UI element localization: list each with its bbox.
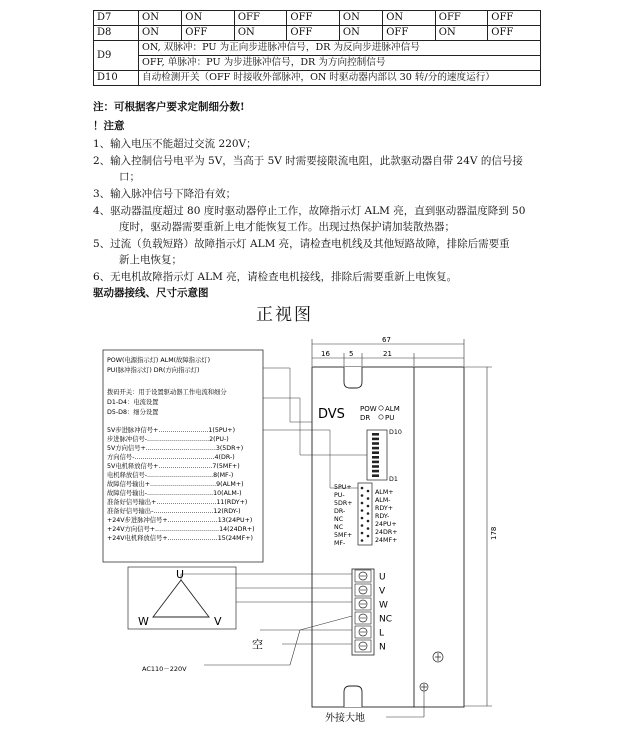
notice-heading: ！注意 bbox=[93, 120, 125, 132]
table-cell: OFF, 单脉冲：PU 为步进脉冲信号，DR 为方向控制信号 bbox=[139, 56, 541, 71]
table-cell: OFF bbox=[488, 26, 541, 41]
dim-mid: 5 bbox=[349, 350, 354, 358]
table-cell: ON bbox=[339, 26, 382, 41]
connector-pin bbox=[367, 535, 370, 538]
table-cell: OFF bbox=[383, 26, 436, 41]
table-row bbox=[94, 41, 541, 56]
dip-switch-lever bbox=[372, 438, 379, 441]
connector-pin bbox=[367, 512, 370, 515]
table-cell: D7 bbox=[94, 11, 139, 26]
table-cell: OFF bbox=[287, 26, 340, 41]
connector-pin bbox=[361, 502, 364, 505]
motor-winding-icon bbox=[153, 580, 209, 617]
note-item: 3、输入脉冲信号下降沿有效； bbox=[93, 188, 237, 200]
note-item: 1、输入电压不能超过交流 220V； bbox=[93, 138, 257, 150]
section-heading: 驱动器接线、尺寸示意图 bbox=[93, 287, 209, 299]
signal-line: 方向信号-........................................4(DR-) bbox=[107, 454, 235, 461]
signal-line: +24V步进脉冲信号+.........................13(24PU+) bbox=[107, 517, 253, 524]
connector-left-label: NC bbox=[334, 516, 344, 523]
connector-pin bbox=[361, 539, 364, 542]
connector-right-label: ALM+ bbox=[375, 489, 394, 496]
signal-line: 5V步进脉冲信号+.........................1(5PU+) bbox=[107, 427, 236, 434]
led-alm-label: ALM bbox=[385, 405, 400, 413]
terminal-label: W bbox=[379, 600, 388, 611]
connector-pin bbox=[361, 517, 364, 520]
table-cell: 自动检测开关（OFF 时接收外部脉冲，ON 时驱动器内部以 30 转/分的速度运行） bbox=[139, 71, 541, 86]
connector-left-label: DR- bbox=[334, 508, 346, 515]
terminal-label: U bbox=[379, 572, 386, 583]
table-cell: OFF bbox=[234, 11, 287, 26]
connector-left-label: 5MF+ bbox=[334, 532, 353, 539]
table-cell: D8 bbox=[94, 26, 139, 41]
dip-switch-lever bbox=[372, 456, 379, 459]
connector-right-label: ALM- bbox=[375, 497, 391, 504]
dip-d1-label: D1 bbox=[389, 476, 398, 483]
ground-label: 外接大地 bbox=[325, 713, 365, 724]
dip-switch-lever bbox=[372, 451, 379, 454]
motor-u-label: U bbox=[176, 568, 185, 581]
note-item: 4、驱动器温度超过 80 度时驱动器停止工作，故障指示灯 ALM 亮，直到驱动器温度降到 50 bbox=[93, 205, 526, 217]
signal-line: 故障信号输出+.................................9(ALM+) bbox=[107, 481, 244, 488]
signal-line: +24V电机释放信号+.........................15(24MF+) bbox=[107, 535, 253, 542]
legend-dip-line1: 拨码开关：用于设置驱动器工作电流和细分 bbox=[107, 389, 227, 396]
terminal-label: N bbox=[379, 642, 386, 653]
connector-left-label: NC bbox=[334, 524, 344, 531]
terminal-label: NC bbox=[379, 614, 393, 625]
dim-total: 67 bbox=[382, 336, 391, 344]
front-view-title: 正视图 bbox=[256, 305, 313, 325]
device-name: DVS bbox=[318, 407, 345, 422]
remark-text: 注：可根据客户要求定制细分数! bbox=[93, 101, 245, 113]
dip-switch-lever bbox=[372, 465, 379, 468]
note-item: 度时，驱动器需要重新上电才能恢复工作。出现过热保护请加装散热器； bbox=[119, 221, 455, 233]
connector-pin bbox=[367, 490, 370, 493]
legend-dip-line2: D1-D4：电流设置 bbox=[107, 399, 159, 406]
table-cell: ON bbox=[139, 26, 182, 41]
led-pow-label: POW bbox=[360, 405, 377, 413]
signal-line: 电机释放信号-.................................8(MF-) bbox=[107, 472, 234, 479]
connector-right-label: RDY- bbox=[375, 513, 390, 520]
table-cell: OFF bbox=[287, 11, 340, 26]
wiring-diagram bbox=[0, 330, 634, 731]
signal-line: 准备好信号输出+..............................11(RDY+) bbox=[107, 499, 248, 506]
table-cell: ON bbox=[339, 11, 382, 26]
signal-line: 准备好信号输出-..............................12(RDY-) bbox=[107, 508, 241, 515]
signal-line: 5V电机释放信号+...........................7(5MF+) bbox=[107, 463, 240, 470]
table-row bbox=[94, 26, 541, 41]
connector-left-label: 5PU+ bbox=[334, 484, 352, 491]
dim-height: 178 bbox=[490, 526, 498, 540]
connector-left-label: MF- bbox=[334, 540, 346, 547]
note-item: 6、无电机故障指示灯 ALM 亮，请检查电机接线，排除后需要重新上电恢复。 bbox=[93, 271, 458, 283]
motor-v-label: V bbox=[214, 615, 222, 628]
terminal-label: L bbox=[379, 628, 385, 639]
connector-left-label: PU- bbox=[334, 492, 345, 499]
connector-right-label: RDY+ bbox=[375, 505, 394, 512]
note-item: 新上电恢复； bbox=[119, 254, 182, 266]
dip-switch-lever bbox=[372, 442, 379, 445]
terminal-label: V bbox=[379, 586, 386, 597]
connector-pin bbox=[361, 487, 364, 490]
note-item: 5、过流（负载短路）故障指示灯 ALM 亮，请检查电机线及其他短路故障，排除后需要重 bbox=[93, 238, 510, 250]
table-cell: OFF bbox=[488, 11, 541, 26]
connector-pin bbox=[367, 520, 370, 523]
connector-pin bbox=[367, 505, 370, 508]
signal-line: 故障信号输出-.................................10(ALM-) bbox=[107, 490, 242, 497]
connector-right-label: 24MF+ bbox=[375, 537, 398, 544]
table-cell: OFF bbox=[182, 26, 235, 41]
legend-led-line2: PU(脉冲指示灯) DR(方向指示灯) bbox=[107, 367, 200, 374]
connector-right-label: 24DR+ bbox=[375, 529, 398, 536]
dip-switch-lever bbox=[372, 447, 379, 450]
connector-pin bbox=[367, 527, 370, 530]
dip-switch-lever bbox=[372, 474, 379, 477]
table-cell: ON bbox=[139, 11, 182, 26]
dip-switch-lever bbox=[372, 461, 379, 464]
legend-dip-line3: D5-D8：细分设置 bbox=[107, 409, 159, 416]
signal-line: 5V方向信号+...................................3(5DR+) bbox=[107, 445, 244, 452]
note-item: 口； bbox=[119, 171, 140, 183]
table-row bbox=[94, 71, 541, 86]
connector-pin bbox=[361, 494, 364, 497]
connector-pin bbox=[367, 497, 370, 500]
dim-right: 21 bbox=[383, 350, 392, 358]
connector-right-label: 24PU+ bbox=[375, 521, 397, 528]
dip-switch-lever bbox=[372, 433, 379, 436]
table-cell: ON bbox=[234, 26, 287, 41]
dip-d10-label: D10 bbox=[389, 429, 402, 436]
table-cell: D10 bbox=[94, 71, 139, 86]
table-cell: D9 bbox=[94, 41, 139, 71]
table-row bbox=[94, 11, 541, 26]
note-item: 2、输入控制信号电平为 5V，当高于 5V 时需要接限流电阻，此款驱动器自带 24V 的信号接 bbox=[93, 155, 523, 167]
table-cell: ON, 双脉冲：PU 为正向步进脉冲信号，DR 为反向步进脉冲信号 bbox=[139, 41, 541, 56]
connector-pin bbox=[361, 509, 364, 512]
table-cell: ON bbox=[182, 11, 235, 26]
ac-input-label: AC110－220V bbox=[142, 665, 187, 673]
connector-pin bbox=[361, 524, 364, 527]
motor-w-label: W bbox=[138, 615, 149, 628]
connector-left-label: 5DR+ bbox=[334, 500, 353, 507]
signal-line: 步进脉冲信号-...............................2(PU-) bbox=[107, 436, 229, 443]
table-row bbox=[94, 56, 541, 71]
dip-switch-lever bbox=[372, 470, 379, 473]
connector-pin bbox=[361, 532, 364, 535]
signal-line: +24V方向信号+................................14(24DR+) bbox=[107, 526, 255, 533]
table-cell: ON bbox=[383, 11, 436, 26]
legend-led-line1: POW(电源指示灯) ALM(故障指示灯) bbox=[107, 357, 211, 364]
led-pu-label: PU bbox=[385, 414, 395, 422]
dim-left: 16 bbox=[321, 350, 330, 358]
table-cell: ON bbox=[435, 26, 488, 41]
dip-switch-table bbox=[93, 10, 541, 86]
table-cell: OFF bbox=[435, 11, 488, 26]
empty-terminal-label: 空 bbox=[252, 638, 263, 651]
led-dr-label: DR bbox=[360, 414, 371, 422]
